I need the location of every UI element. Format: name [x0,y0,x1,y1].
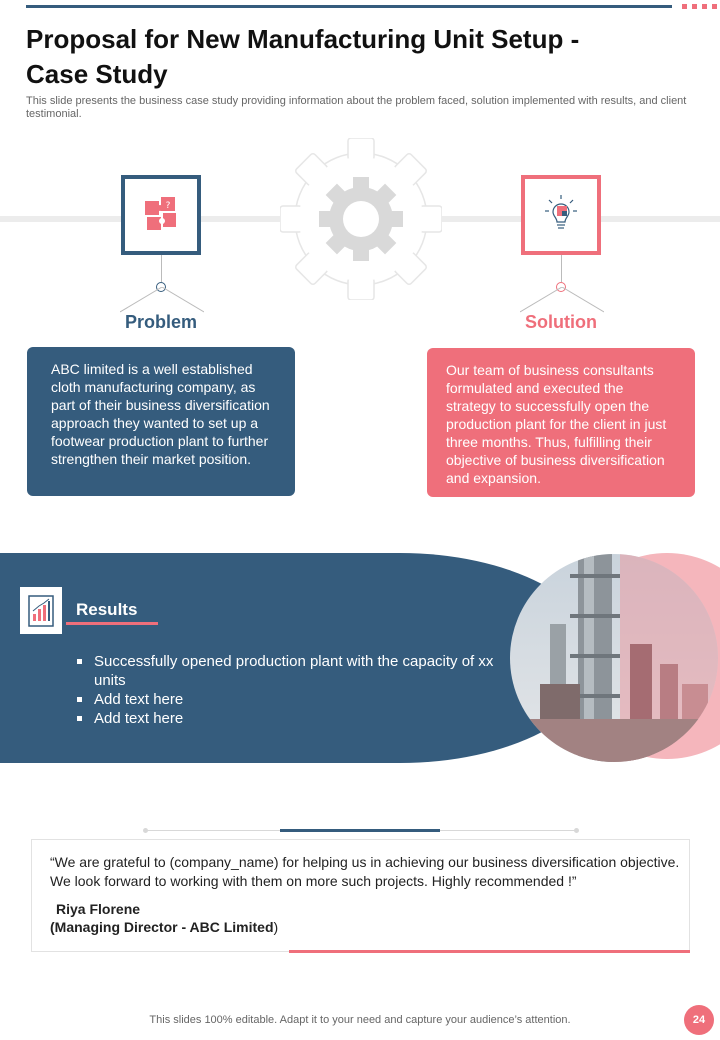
page-title: Proposal for New Manufacturing Unit Setup - Case Study [26,24,580,89]
svg-text:?: ? [165,200,171,211]
results-item: Successfully opened production plant with the capacity of xx units [76,652,496,690]
results-underline [66,622,158,625]
factory-plant-image [510,554,718,762]
problem-label: Problem [124,312,198,332]
top-accent-dots [682,4,718,9]
problem-icon-box [121,175,201,255]
page-number: 24 [684,1005,714,1035]
solution-connector-lines [520,287,604,313]
page-subtitle: This slide presents the business case study providing information about the problem faced, solution implemented with results, and client testimonial. [26,95,687,120]
solution-stem [561,255,562,282]
problem-card: ABC limited is a well established cloth manufacturing company, as part of their business diversification approach they wanted to set up a footwear production plant to further strengthen their market position. [27,347,295,496]
divider-dot [143,828,148,833]
results-item: Add text here [76,690,496,709]
solution-label: Solution [525,312,597,332]
footer-note: This slides 100% editable. Adapt it to your need and capture your audience’s attention. [149,1014,571,1026]
gear-icon [280,138,442,300]
lightbulb-puzzle-icon [541,193,581,238]
solution-card: Our team of business consultants formulated and executed the strategy to successfully open the production plant for the client in just three months. Thus, fulfilling their objective of business diversification and expansion. [427,348,695,497]
testimonial-role: (Managing Director - ABC Limited) [50,919,279,935]
testimonial-name: Riya Florene [56,901,141,917]
divider-dot [574,828,579,833]
solution-icon-box [521,175,601,255]
results-title: Results [76,600,138,619]
bar-chart-report-icon [20,587,62,634]
problem-stem [161,255,162,282]
testimonial-accent-bar [280,829,440,832]
testimonial-quote: “We are grateful to (company_name) for helping us in achieving our business diversification objective. We look forward to working with them on more such projects. Highly recommended !” [50,854,680,889]
problem-connector-lines [120,287,204,313]
top-accent-bar [26,5,672,8]
results-list [76,652,496,728]
results-item: Add text here [76,709,496,728]
testimonial-pink-bar [289,950,690,953]
puzzle-question-icon [141,193,181,238]
